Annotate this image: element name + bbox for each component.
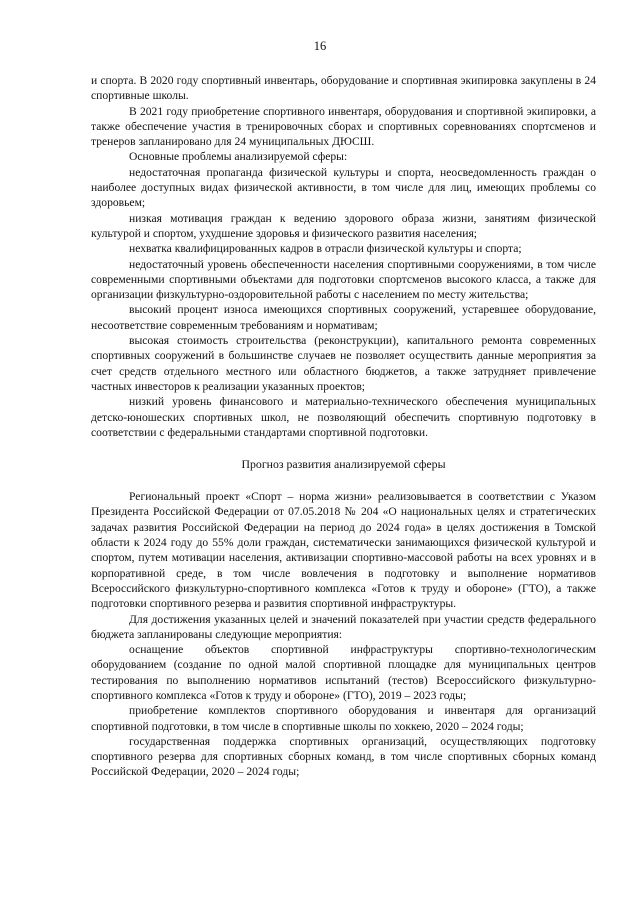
list-item: низкий уровень финансового и материально-технического обеспечения муниципальных детско-юношеских спортивных школ, не позволяющий обеспечить спортивную подготовку в соответствии с федеральными стандартами спортивной подготовки.	[91, 395, 596, 439]
section-heading: Прогноз развития анализируемой сферы	[241, 457, 446, 472]
paragraph: Для достижения указанных целей и значений показателей при участии средств федерального бюджета запланированы следующие мероприятия:	[91, 612, 596, 641]
list-item: приобретение комплектов спортивного оборудования и инвентаря для организаций спортивной подготовки, в том числе в спортивные школы по хоккею, 2020 – 2024 годы;	[91, 704, 596, 733]
list-item: высокий процент износа имеющихся спортивных сооружений, устаревшее оборудование, несоответствие современным требованиям и нормативам;	[91, 303, 596, 332]
paragraph: В 2021 году приобретение спортивного инвентаря, оборудования и спортивной экипировки, а также обеспечение участия в тренировочных сборах и спортивных соревнованиях спортсменов и тренеров запланировано для 24 муниципальных ДЮСШ.	[91, 104, 596, 149]
list-item: высокая стоимость строительства (реконструкции), капитального ремонта современных спортивных сооружений в большинстве случаев не позволяет осуществить данные мероприятия за счет средств отдельного местного или областного бюджетов, а также затрудняет привлечение частных инвесторов к реализации указанных проектов;	[91, 334, 596, 393]
list-item: оснащение объектов спортивной инфраструктуры спортивно-технологическим оборудованием (создание по одной малой спортивной площадке для муниципальных центров тестирования по выполнению нормативов испытаний (тестов) Всероссийского физкультурно-спортивного комплекса «Готов к труду и обороне» (ГТО), 2019 – 2023 годы;	[91, 643, 596, 702]
list-item: недостаточный уровень обеспеченности населения спортивными сооружениями, в том числе современными спортивными объектами для подготовки спортсменов высокого класса, а также для организации физкультурно-оздоровительной работы с населением по месту жительства;	[91, 257, 596, 302]
list-item: низкая мотивация граждан к ведению здорового образа жизни, занятиям физической культурой и спортом, ухудшение здоровья и физического развития населения;	[91, 211, 596, 240]
document-body	[91, 73, 596, 780]
paragraph: Региональный проект «Спорт – норма жизни» реализовывается в соответствии с Указом Президента Российской Федерации от 07.05.2018 № 204 «О национальных целях и стратегических задачах развития Российской Федерации на период до 2024 года» в целях достижения в Томской области к 2024 году до 55% доли граждан, систематически занимающихся физической культурой и спортом, путем мотивации населения, активизации спортивно-массовой работы на всех уровнях и в корпоративной среде, в том числе вовлечения в подготовку и выполнение нормативов Всероссийского физкультурно-спортивного комплекса «Готов к труду и обороне» (ГТО), а также подготовки спортивного резерва и развития спортивной инфраструктуры.	[91, 490, 596, 611]
page-number: 16	[313, 39, 327, 53]
list-item: нехватка квалифицированных кадров в отрасли физической культуры и спорта;	[129, 242, 522, 256]
paragraph: Основные проблемы анализируемой сферы:	[129, 150, 348, 164]
list-item: недостаточная пропаганда физической культуры и спорта, неосведомленность граждан о наиболее доступных видах физической активности, в том числе для лиц, имеющих проблемы со здоровьем;	[91, 165, 596, 210]
list-item: государственная поддержка спортивных организаций, осуществляющих подготовку спортивного резерва для спортивных сборных команд, в том числе спортивных сборных команд Российской Федерации, 2020 – 2024 годы;	[91, 734, 596, 779]
paragraph: и спорта. В 2020 году спортивный инвентарь, оборудование и спортивная экипировка закуплены в 24 спортивные школы.	[91, 74, 596, 103]
